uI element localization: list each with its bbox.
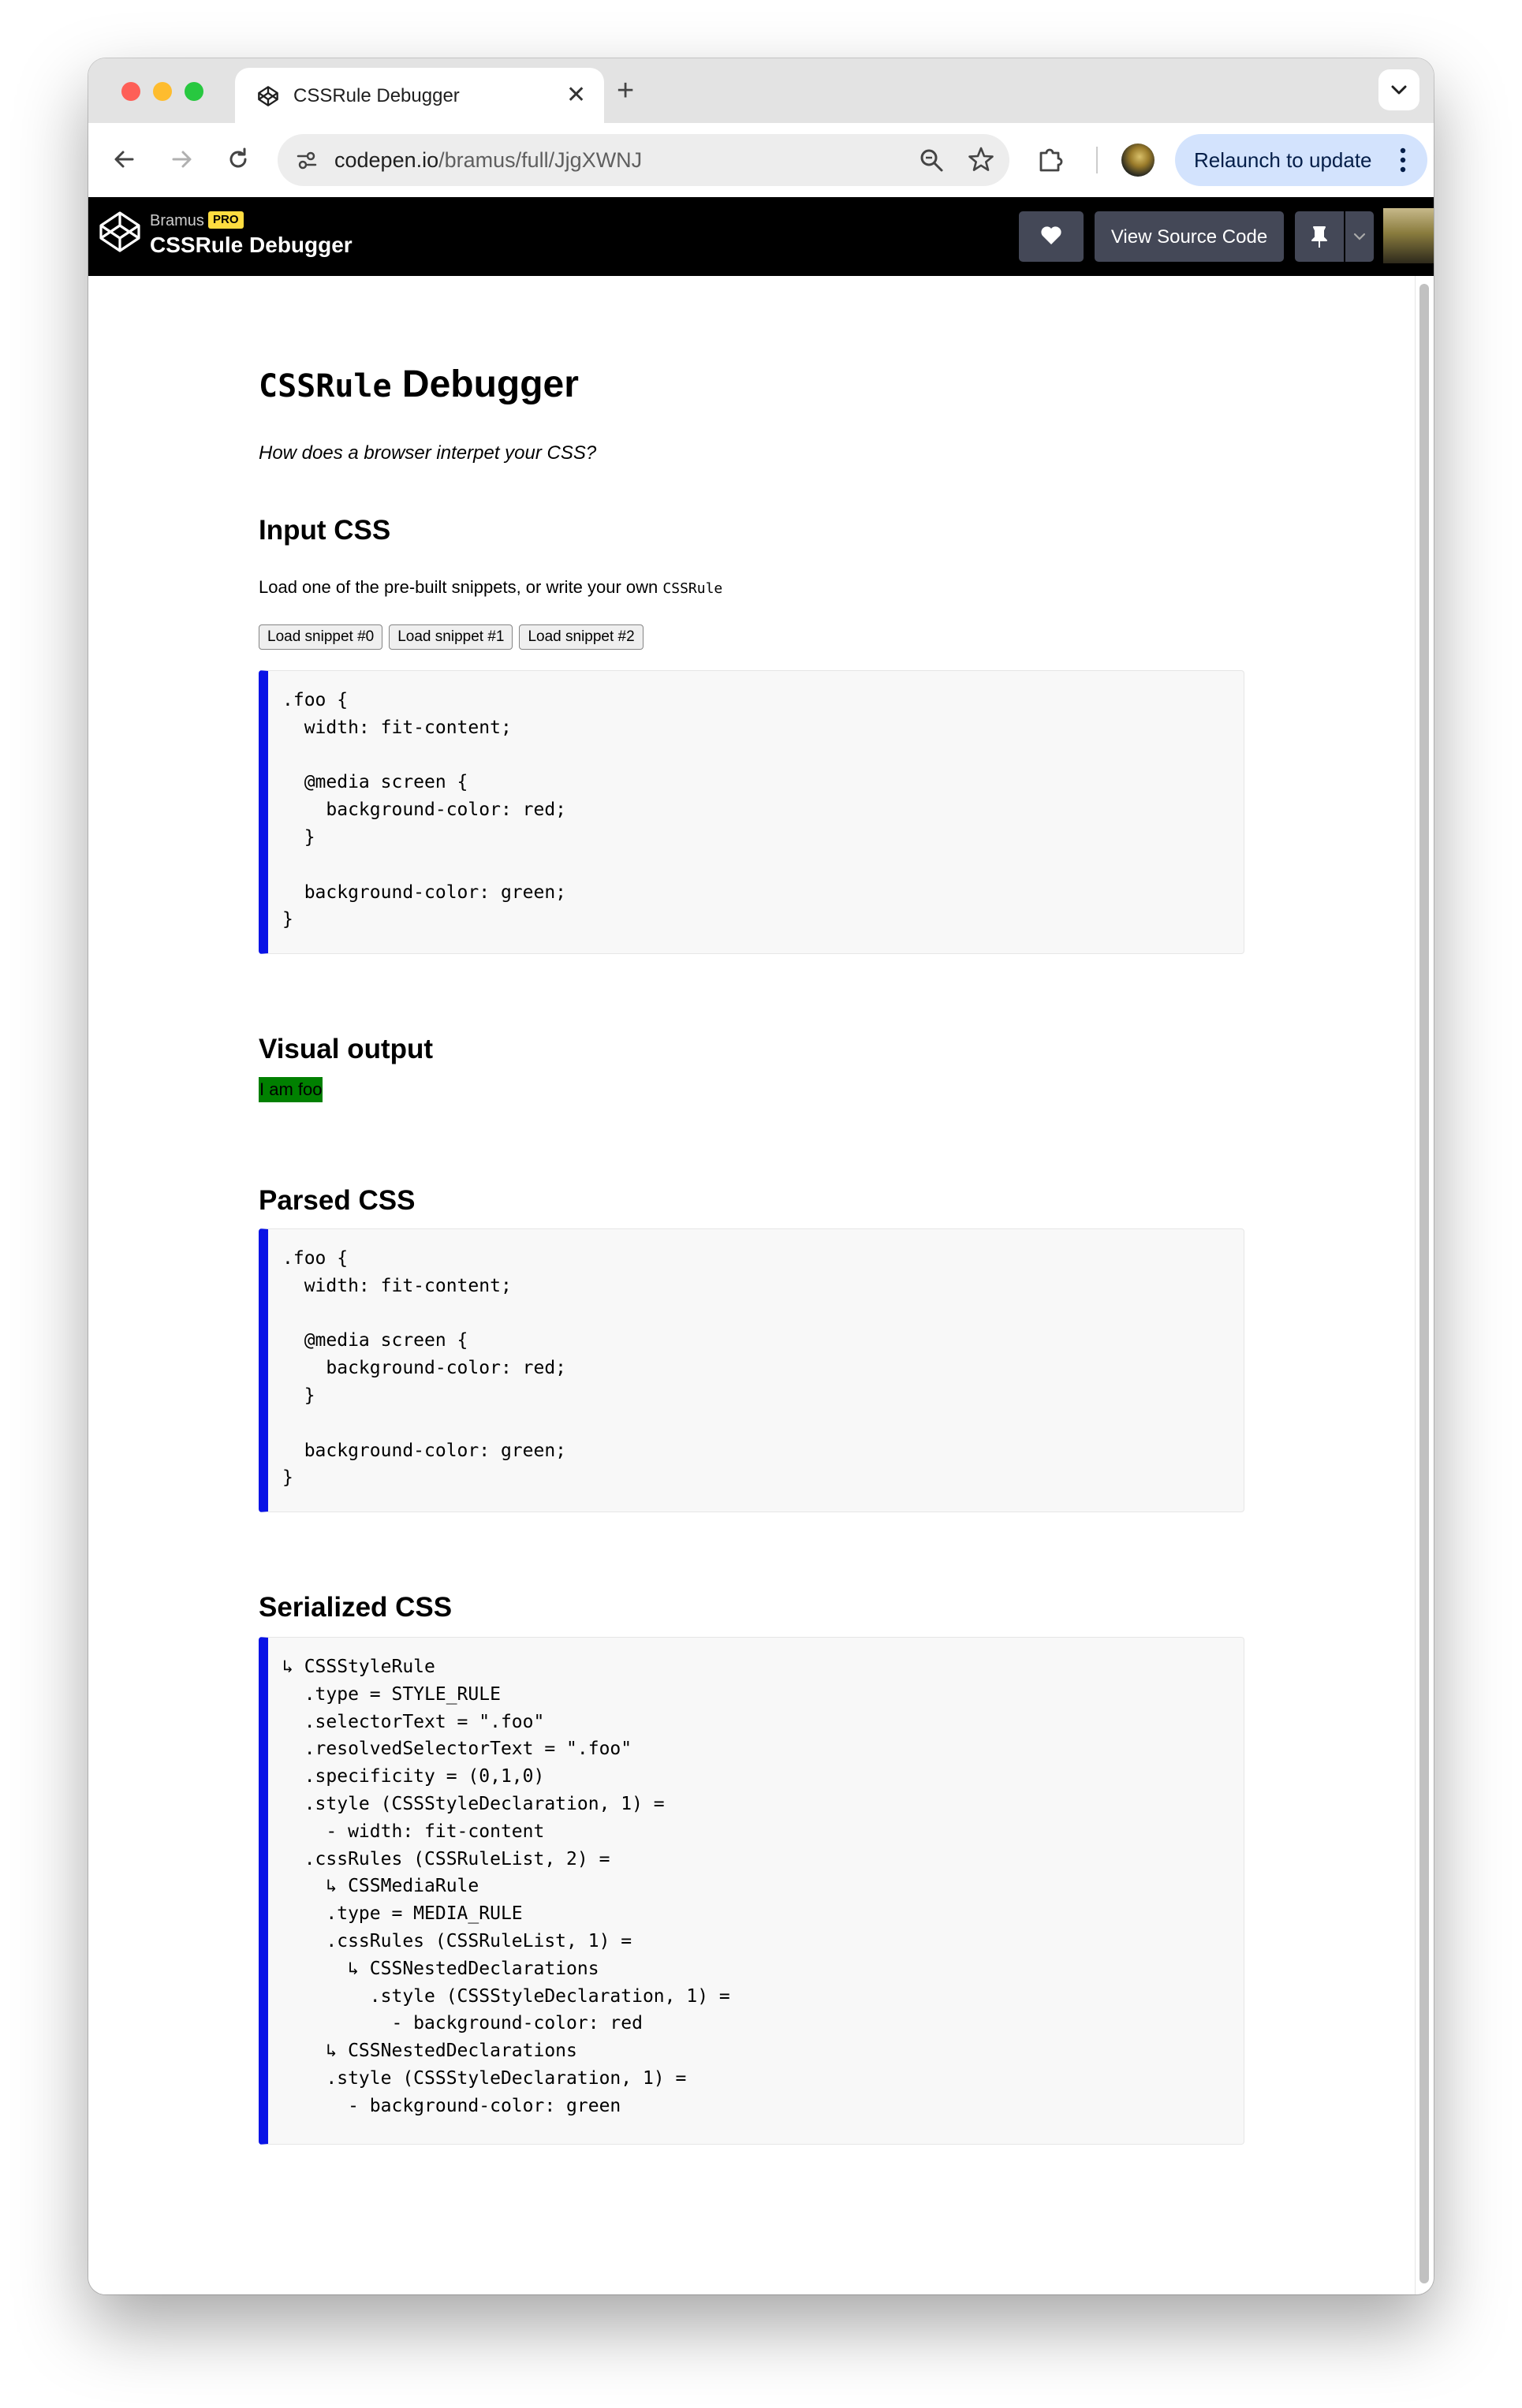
codepen-logo-icon[interactable]: [96, 208, 144, 255]
star-icon[interactable]: [967, 145, 995, 173]
chevron-down-icon: [1378, 69, 1419, 110]
parsed-css-code: .foo { width: fit-content; @media screen { background-color: red; } background-color: green; }: [282, 1248, 567, 1489]
browser-window: [88, 58, 1434, 2294]
pin-menu-button[interactable]: [1345, 211, 1374, 262]
parsed-css-output: [259, 1228, 1244, 1512]
tab-title: CSSRule Debugger: [293, 85, 460, 106]
page-subtitle: How does a browser interpet your CSS?: [259, 442, 597, 464]
url-path: /bramus/full/JjgXWNJ: [438, 148, 643, 172]
zoom-icon[interactable]: [918, 147, 945, 173]
load-snippet-1-button[interactable]: Load snippet #1: [389, 624, 513, 650]
address-bar[interactable]: [278, 134, 1009, 186]
serialized-css-code: ↳ CSSStyleRule .type = STYLE_RULE .selectorText = ".foo" .resolvedSelectorText = ".foo" .specificity = (0,1,0) .style (CSSStyleDeclaration, 1) = - width: fit-content .cssRules (CSSRuleList, 2) = ↳ CSSMediaRule .type = MEDIA_RULE .cssRules (CSSRuleList, 1) = ↳ CSSNestedDeclarations .style (CSSStyleDeclaration, 1) = - background-color: red ↳ CSSNestedDeclarations .style (CSSStyleDeclaration, 1) = - background-color: green: [282, 1657, 730, 2116]
title-text: Debugger: [391, 363, 579, 405]
codepen-logo-icon: [257, 85, 279, 107]
close-window-button[interactable]: [121, 82, 140, 101]
back-arrow-icon[interactable]: [110, 145, 139, 173]
user-avatar[interactable]: [1383, 208, 1434, 263]
serialized-css-output: [259, 1637, 1244, 2145]
browser-toolbar: [88, 123, 1434, 197]
love-button[interactable]: [1019, 211, 1084, 262]
tab-strip: [88, 58, 1434, 123]
tab-cssrule-debugger[interactable]: [235, 68, 604, 123]
pro-badge: PRO: [208, 211, 244, 229]
relaunch-label: Relaunch to update: [1194, 148, 1372, 172]
minimize-window-button[interactable]: [153, 82, 172, 101]
url-host: codepen.io: [334, 148, 439, 172]
view-source-code-button[interactable]: [1095, 211, 1284, 262]
profile-avatar[interactable]: [1121, 144, 1155, 177]
plus-icon[interactable]: +: [617, 74, 635, 107]
page-scrollbar-thumb[interactable]: [1419, 284, 1429, 2283]
reload-icon[interactable]: [224, 145, 252, 173]
serialized-css-heading: Serialized CSS: [259, 1592, 453, 1623]
site-settings-icon[interactable]: [295, 148, 319, 172]
url-text: [334, 147, 642, 173]
page-content: [88, 276, 1415, 2294]
forward-arrow-icon[interactable]: [167, 145, 196, 173]
heart-icon: [1019, 211, 1084, 262]
relaunch-to-update-button[interactable]: [1175, 134, 1427, 186]
close-icon[interactable]: ✕: [566, 82, 587, 108]
title-code: CSSRule: [259, 368, 392, 404]
chevron-down-icon: [1345, 211, 1374, 262]
extensions-icon[interactable]: [1035, 144, 1066, 175]
maximize-window-button[interactable]: [185, 82, 203, 101]
more-vertical-icon[interactable]: [1399, 147, 1407, 173]
pen-title: CSSRule Debugger: [150, 233, 353, 257]
view-source-label: View Source Code: [1110, 226, 1268, 248]
input-intro-text: Load one of the pre-built snippets, or write your own: [259, 577, 663, 597]
input-css-heading: Input CSS: [259, 515, 391, 546]
page-title: [259, 363, 579, 408]
input-intro-code: CSSRule: [662, 580, 723, 597]
input-css-editor[interactable]: [259, 670, 1244, 954]
load-snippet-0-button[interactable]: Load snippet #0: [259, 624, 382, 650]
visual-output-heading: Visual output: [259, 1034, 434, 1064]
input-intro: [259, 576, 722, 601]
toolbar-separator: [1096, 147, 1098, 173]
load-snippet-2-button[interactable]: Load snippet #2: [519, 624, 643, 650]
visual-output-foo: I am foo: [259, 1077, 323, 1102]
pin-button[interactable]: [1295, 211, 1344, 262]
parsed-css-heading: Parsed CSS: [259, 1185, 416, 1216]
pen-author[interactable]: Bramus: [150, 212, 204, 229]
tab-search-button[interactable]: [1378, 69, 1419, 110]
input-css-code[interactable]: .foo { width: fit-content; @media screen { background-color: red; } background-color: green; }: [282, 690, 567, 930]
snippet-button-row: [259, 624, 650, 651]
pin-icon: [1295, 211, 1344, 262]
